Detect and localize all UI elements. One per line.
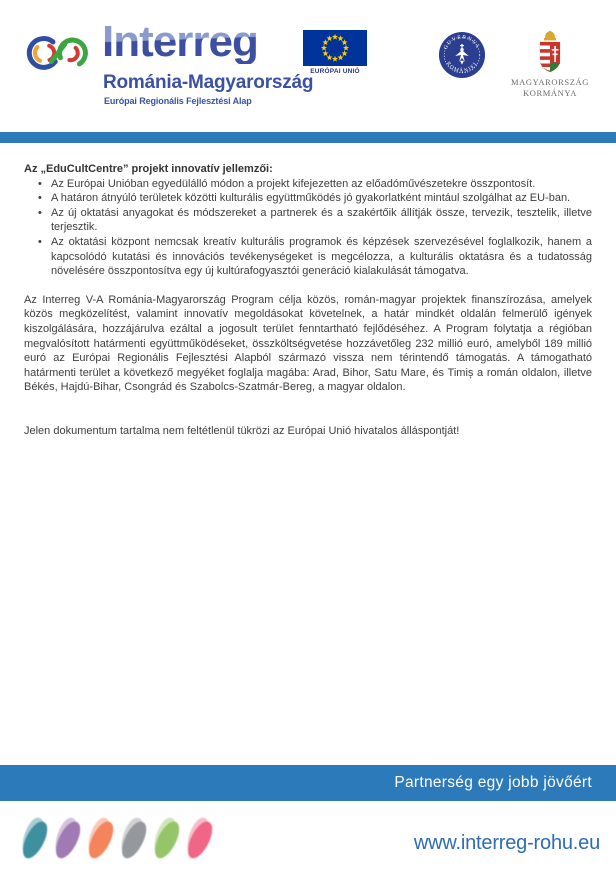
footer-bar <box>0 765 616 801</box>
header <box>0 0 616 132</box>
program-website-link[interactable]: www.interreg-rohu.eu <box>413 832 600 854</box>
brush-stroke-icon <box>117 818 151 862</box>
fund-name: Európai Regionális Fejlesztési Alap <box>104 96 252 106</box>
list-item: • Az oktatási központ nemcsak kreatív kulturális programok és képzések szervezésével foglalkozik, hanem a kapcsolódó kutatási és innovációs tevékenységeket is megcélozza, a kulturális oktatásra és a tudatosság növelésére összpontosítva egy új kultúrafogyasztói generáció kialakulását támogatva. <box>38 235 592 279</box>
brush-stroke-icon <box>150 818 184 862</box>
interreg-infinity-icon <box>20 28 100 76</box>
hu-government-label: MAGYARORSZÁG KORMÁNYA <box>510 77 590 98</box>
brush-stroke-icon <box>18 818 52 862</box>
brush-stroke-icon <box>183 818 217 862</box>
footer-slogan: Partnerség egy jobb jövőért <box>394 774 592 791</box>
program-paragraph: Az Interreg V-A Románia-Magyarország Program célja közös, román-magyar projektek finanszírozása, amelyek közös megközelítést, valamint innovatív megoldásokat követelnek, a határ mindkét oldalán felmerülő igények kiszolgálására, hozzájárulva ezáltal a jogosult terület fenntartható fejlődéséhez. A Program folytatja a régióban megvalósított határmenti együttműködéseket, összköltségvetése hozzávetőleg 232 millió euró, amelyből 189 millió euró az Európai Regionális Fejlesztési Alapból származó vissza nem térintendő támogatás. A támogatható határmenti terület a következő megyéket foglalja magába: Arad, Bihor, Satu Mare, és Timiș a román oldalon, illetve Békés, Hajdú-Bihar, Csongrád és Szabolcs-Szatmár-Bereg, a magyar oldalon. <box>24 293 592 394</box>
list-item: • Az új oktatási anyagokat és módszereket a partnerek és a szakértőik állítják össze, tervezik, tesztelik, illetve terjesztik. <box>38 206 592 235</box>
interreg-wordmark: Interreg <box>102 17 258 66</box>
brush-stroke-icon <box>51 818 85 862</box>
feature-list <box>38 177 592 279</box>
hungarian-coat-of-arms-icon <box>536 30 564 74</box>
list-item: • Az Európai Unióban egyedülálló módon a projekt kifejezetten az előadóművészetekre összpontosít. <box>38 177 592 192</box>
eu-flag-icon <box>303 30 367 66</box>
eu-caption: EURÓPAI UNIÓ <box>310 68 360 75</box>
header-divider-bar <box>0 132 616 143</box>
document-body <box>24 162 592 439</box>
section-heading: Az „EduCultCentre” projekt innovatív jellemzői: <box>24 163 273 175</box>
program-name: Románia-Magyarország <box>103 72 314 93</box>
list-item: • A határon átnyúló területek közötti kulturális együttműködés jó gyakorlatként mintául szolgálhat az EU-ban. <box>38 191 592 206</box>
svg-text:GUVERNUL: GUVERNUL <box>442 34 482 51</box>
brush-strokes <box>26 818 246 866</box>
brush-stroke-icon <box>84 818 118 862</box>
hungarian-government-block <box>508 30 592 98</box>
disclaimer-text: Jelen dokumentum tartalma nem feltétlenül tükrözi az Európai Unió hivatalos álláspontját! <box>24 424 460 437</box>
svg-text:ROMÂNIEI: ROMÂNIEI <box>444 60 480 75</box>
eu-flag-block <box>303 30 367 75</box>
romanian-government-seal-icon <box>438 31 486 79</box>
